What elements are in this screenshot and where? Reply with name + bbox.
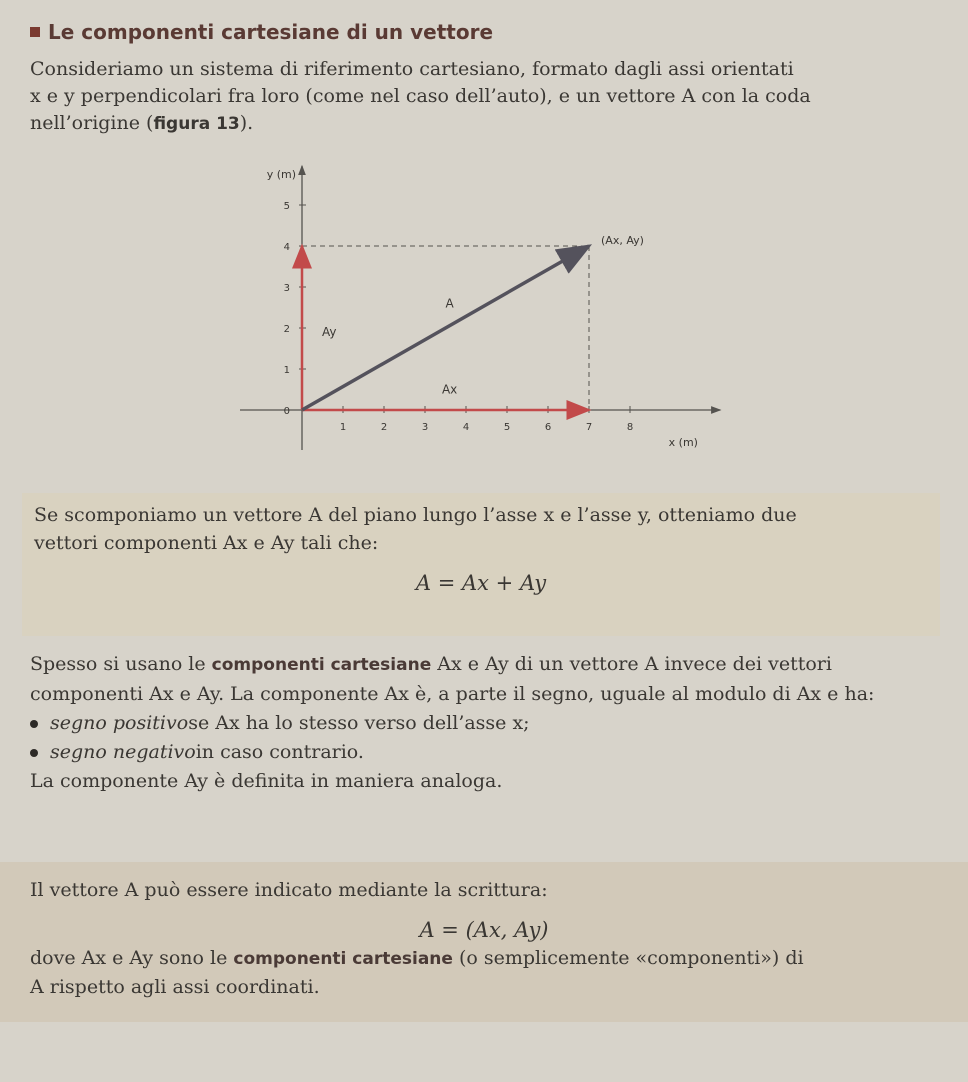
section-heading [30,20,493,44]
bullet-icon [30,720,38,728]
heading-square-icon [30,27,40,37]
vector-label: A [445,296,454,311]
notation-box [0,862,968,1022]
vector-figure [230,158,730,458]
sum-equation: A = Ax + Ay [415,571,547,595]
box2-line-1: Il vettore A può essere indicato mediante la scrittura: [30,879,548,901]
x-axis-label: x (m) [668,436,698,449]
y-tick-label: 2 [283,324,290,335]
y-tick-label: 4 [283,242,290,253]
box2-line-3: A rispetto agli assi coordinati. [30,976,320,998]
figure-reference: figura 13 [153,114,240,134]
list-item: segno positivo se Ax ha lo stesso verso dell’asse x; [30,709,950,738]
intro-paragraph [30,56,930,138]
y-tick-label: 1 [283,365,290,376]
pair-equation: A = (Ax, Ay) [419,918,549,942]
y-tick-label: 0 [283,406,290,417]
intro-line-1: Consideriamo un sistema di riferimento cartesiano, formato dagli assi orientati [30,58,794,80]
intro-line-3: nell’origine (figura 13). [30,112,254,134]
x-tick-label: 7 [585,422,593,433]
y-tick-label: 3 [283,283,290,294]
x-tick-label: 2 [380,422,388,433]
box1-line-1: Se scomponiamo un vettore A del piano lungo l’asse x e l’asse y, otteniamo due [34,504,797,526]
axis-ticks [284,201,634,433]
mid-line-2: componenti Ax e Ay. La componente Ax è, a parte il segno, uguale al modulo di Ax e ha: [30,683,875,705]
x-tick-label: 3 [421,422,429,433]
x-tick-label: 4 [462,422,470,433]
components-paragraph [30,650,950,796]
box2-line-2: dove Ax e Ay sono le componenti cartesiane (o semplicemente «componenti») di [30,947,804,969]
heading-text: Le componenti cartesiane di un vettore [48,20,494,44]
box1-line-2: vettori componenti Ax e Ay tali che: [34,532,379,554]
definition-box [22,493,940,636]
x-component-label: Ax [441,382,458,397]
x-tick-label: 1 [339,422,347,433]
mid-line-1: Spesso si usano le componenti cartesiane Ax e Ay di un vettore A invece dei vettori [30,653,832,675]
x-tick-label: 5 [503,422,511,433]
list-item: segno negativo in caso contrario. [30,738,950,767]
y-tick-label: 5 [283,201,290,212]
y-component-label: Ay [322,325,337,340]
x-tick-label: 8 [626,422,634,433]
mid-line-3: La componente Ay è definita in maniera analoga. [30,770,503,792]
endpoint-label: (Ax, Ay) [601,234,644,247]
bullet-icon [30,749,38,757]
y-axis-label: y (m) [266,168,296,181]
x-tick-label: 6 [544,422,552,433]
sign-list [30,709,950,767]
intro-line-2: x e y perpendicolari fra loro (come nel caso dell’auto), e un vettore A con la coda [30,85,811,107]
